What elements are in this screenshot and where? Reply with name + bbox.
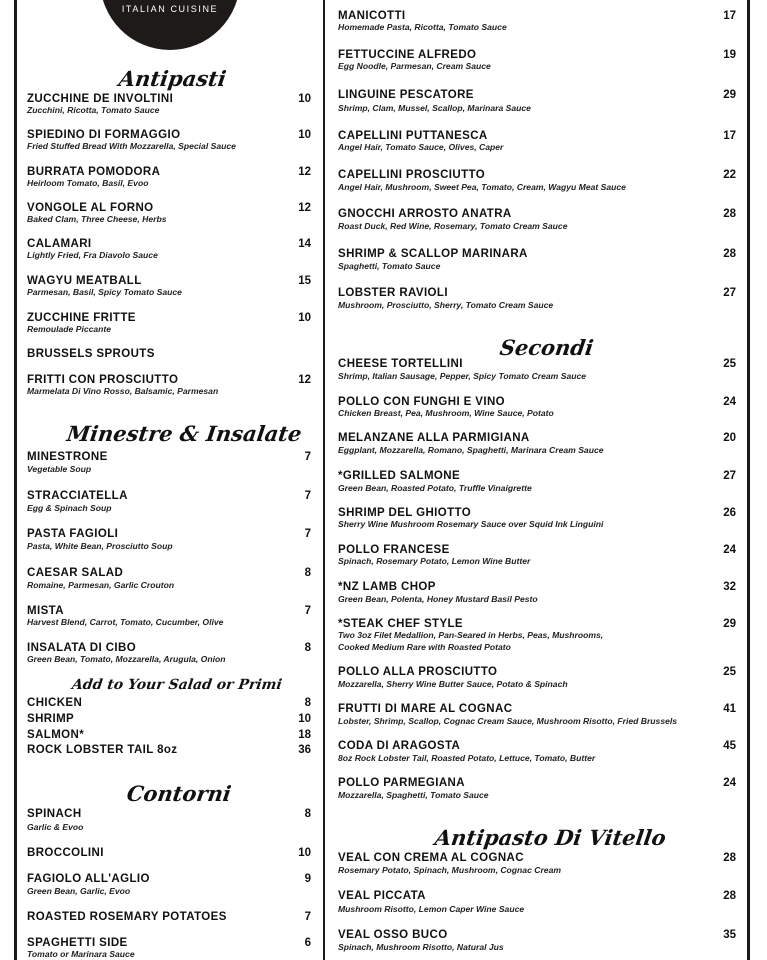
item-name: VEAL PICCATA — [338, 890, 426, 902]
item-name: FRITTI CON PROSCIUTTO — [27, 374, 179, 386]
item-price: 28 — [723, 890, 736, 902]
item-price: 10 — [298, 93, 311, 105]
item-name: SPAGHETTI SIDE — [27, 937, 128, 949]
item-description: Two 3oz Filet Medallion, Pan-Seared in Herbs, Peas, Mushrooms, — [338, 630, 604, 640]
item-price: 12 — [298, 166, 311, 178]
item-price: 14 — [298, 238, 311, 250]
item-description: Romaine, Parmesan, Garlic Crouton — [27, 580, 175, 590]
item-description: Zucchini, Ricotta, Tomato Sauce — [27, 105, 160, 115]
item-price: 15 — [298, 275, 311, 287]
item-description: Mozzarella, Spaghetti, Tomato Sauce — [338, 790, 489, 800]
item-description: Rosemary Potato, Spinach, Mushroom, Cognac Cream — [338, 865, 562, 875]
item-name: CAPELLINI PROSCIUTTO — [338, 169, 486, 181]
item-name: VEAL CON CREMA AL COGNAC — [338, 852, 524, 864]
item-description: Marmelata Di Vino Rosso, Balsamic, Parmesan — [27, 386, 219, 396]
item-name: *NZ LAMB CHOP — [338, 581, 436, 593]
item-price: 28 — [723, 852, 736, 864]
item-name: BURRATA POMODORA — [27, 166, 161, 178]
item-price: 28 — [723, 248, 736, 260]
item-price: 7 — [304, 490, 311, 502]
item-price: 8 — [304, 642, 311, 654]
frame-left-border — [14, 0, 17, 960]
item-name: VONGOLE AL FORNO — [27, 202, 154, 214]
item-name: LINGUINE PESCATORE — [338, 89, 474, 101]
item-name: ROASTED ROSEMARY POTATOES — [27, 911, 227, 923]
item-price: 17 — [723, 10, 736, 22]
item-price: 19 — [723, 49, 736, 61]
item-name: CAESAR SALAD — [27, 567, 124, 579]
item-description: 8oz Rock Lobster Tail, Roasted Potato, Lettuce, Tomato, Butter — [338, 753, 596, 763]
item-price: 32 — [723, 581, 736, 593]
item-price: 27 — [723, 287, 736, 299]
item-price: 7 — [304, 911, 311, 923]
item-description: Remoulade Piccante — [27, 324, 112, 334]
item-price: 41 — [723, 703, 736, 715]
item-name: POLLO ALLA PROSCIUTTO — [338, 666, 498, 678]
item-price: 24 — [723, 544, 736, 556]
item-description: Mozzarella, Sherry Wine Butter Sauce, Potato & Spinach — [338, 679, 568, 689]
item-price: 10 — [298, 129, 311, 141]
item-name: ZUCCHINE FRITTE — [27, 312, 136, 324]
item-price: 24 — [723, 396, 736, 408]
item-description: Harvest Blend, Carrot, Tomato, Cucumber, Olive — [27, 617, 224, 627]
item-price: 9 — [304, 873, 311, 885]
item-description: Spinach, Mushroom Risotto, Natural Jus — [338, 942, 504, 952]
item-price: 8 — [304, 697, 311, 709]
item-price: 17 — [723, 130, 736, 142]
item-name: SHRIMP DEL GHIOTTO — [338, 507, 472, 519]
item-name: BRUSSELS SPROUTS — [27, 348, 155, 360]
item-price: 12 — [298, 374, 311, 386]
item-name: ZUCCHINE DE INVOLTINI — [27, 93, 174, 105]
item-price: 35 — [723, 929, 736, 941]
item-description: Egg Noodle, Parmesan, Cream Sauce — [338, 61, 491, 71]
item-price: 8 — [304, 808, 311, 820]
item-price: 25 — [723, 666, 736, 678]
item-name: GNOCCHI ARROSTO ANATRA — [338, 208, 512, 220]
item-name: CHEESE TORTELLINI — [338, 358, 463, 370]
item-name: SHRIMP & SCALLOP MARINARA — [338, 248, 528, 260]
item-description: Roast Duck, Red Wine, Rosemary, Tomato Cream Sauce — [338, 221, 568, 231]
item-price: 29 — [723, 618, 736, 630]
item-price: 10 — [298, 847, 311, 859]
item-description: Homemade Pasta, Ricotta, Tomato Sauce — [338, 22, 507, 32]
item-name: PASTA FAGIOLI — [27, 528, 119, 540]
item-price: 8 — [304, 567, 311, 579]
item-name: POLLO CON FUNGHI E VINO — [338, 396, 506, 408]
item-name: MELANZANE ALLA PARMIGIANA — [338, 432, 530, 444]
item-price: 25 — [723, 358, 736, 370]
secondi-heading: Secondi — [498, 335, 596, 360]
vitello-heading: Antipasto Di Vitello — [433, 825, 668, 850]
item-name: STRACCIATELLA — [27, 490, 128, 502]
frame-right-border — [747, 0, 750, 960]
item-name: SPINACH — [27, 808, 82, 820]
item-price: 7 — [304, 451, 311, 463]
item-price: 26 — [723, 507, 736, 519]
item-description: Green Bean, Garlic, Evoo — [27, 886, 131, 896]
item-name: *GRILLED SALMONE — [338, 470, 461, 482]
item-description: Mushroom, Prosciutto, Sherry, Tomato Cream Sauce — [338, 300, 554, 310]
item-name: MINESTRONE — [27, 451, 108, 463]
item-name: BROCCOLINI — [27, 847, 104, 859]
item-description-line2: Cooked Medium Rare with Roasted Potato — [338, 642, 511, 652]
column-divider — [323, 0, 325, 960]
item-name: CALAMARI — [27, 238, 92, 250]
item-name: FAGIOLO ALL'AGLIO — [27, 873, 150, 885]
item-price: 20 — [723, 432, 736, 444]
item-description: Shrimp, Italian Sausage, Pepper, Spicy Tomato Cream Sauce — [338, 371, 587, 381]
item-price: 10 — [298, 312, 311, 324]
item-description: Shrimp, Clam, Mussel, Scallop, Marinara Sauce — [338, 103, 531, 113]
item-description: Tomato or Marinara Sauce — [27, 949, 135, 959]
item-price: 12 — [298, 202, 311, 214]
item-name: CODA DI ARAGOSTA — [338, 740, 461, 752]
item-description: Lightly Fried, Fra Diavolo Sauce — [27, 250, 158, 260]
item-description: Baked Clam, Three Cheese, Herbs — [27, 214, 167, 224]
item-name: POLLO FRANCESE — [338, 544, 450, 556]
item-price: 27 — [723, 470, 736, 482]
item-name: SPIEDINO DI FORMAGGIO — [27, 129, 181, 141]
item-price: 24 — [723, 777, 736, 789]
item-name: CHICKEN — [27, 697, 83, 709]
item-price: 7 — [304, 528, 311, 540]
item-name: SALMON* — [27, 729, 85, 741]
item-description: Mushroom Risotto, Lemon Caper Wine Sauce — [338, 904, 525, 914]
item-description: Fried Stuffed Bread With Mozzarella, Special Sauce — [27, 141, 236, 151]
item-description: Green Bean, Tomato, Mozzarella, Arugula, Onion — [27, 654, 226, 664]
addons-heading: Add to Your Salad or Primi — [70, 677, 283, 693]
item-price: 45 — [723, 740, 736, 752]
item-description: Eggplant, Mozzarella, Romano, Spaghetti, Marinara Cream Sauce — [338, 445, 604, 455]
item-name: MANICOTTI — [338, 10, 406, 22]
item-price: 18 — [298, 729, 311, 741]
item-description: Green Bean, Roasted Potato, Truffle Vinaigrette — [338, 483, 532, 493]
item-name: FETTUCCINE ALFREDO — [338, 49, 477, 61]
item-name: FRUTTI DI MARE AL COGNAC — [338, 703, 513, 715]
item-description: Garlic & Evoo — [27, 822, 84, 832]
item-name: MISTA — [27, 605, 64, 617]
item-name: SHRIMP — [27, 713, 75, 725]
antipasti-heading: Antipasti — [117, 66, 228, 91]
item-description: Lobster, Shrimp, Scallop, Cognac Cream Sauce, Mushroom Risotto, Fried Brussels — [338, 716, 678, 726]
item-description: Vegetable Soup — [27, 464, 92, 474]
item-name: WAGYU MEATBALL — [27, 275, 142, 287]
item-price: 6 — [304, 937, 311, 949]
restaurant-logo — [100, 0, 240, 50]
item-name: CAPELLINI PUTTANESCA — [338, 130, 488, 142]
minestre-heading: Minestre & Insalate — [65, 421, 304, 446]
contorni-heading: Contorni — [125, 781, 233, 806]
item-description: Egg & Spinach Soup — [27, 503, 112, 513]
item-name: INSALATA DI CIBO — [27, 642, 137, 654]
logo-subtitle: ITALIAN CUISINE — [121, 4, 219, 14]
item-price: 36 — [298, 744, 311, 756]
item-name: ROCK LOBSTER TAIL 8oz — [27, 744, 178, 756]
item-name: VEAL OSSO BUCO — [338, 929, 448, 941]
item-name: LOBSTER RAVIOLI — [338, 287, 448, 299]
item-price: 22 — [723, 169, 736, 181]
item-description: Heirloom Tomato, Basil, Evoo — [27, 178, 149, 188]
item-name: POLLO PARMEGIANA — [338, 777, 465, 789]
item-price: 29 — [723, 89, 736, 101]
item-price: 28 — [723, 208, 736, 220]
item-description: Chicken Breast, Pea, Mushroom, Wine Sauce, Potato — [338, 408, 554, 418]
item-description: Angel Hair, Mushroom, Sweet Pea, Tomato, Cream, Wagyu Meat Sauce — [338, 182, 626, 192]
item-description: Sherry Wine Mushroom Rosemary Sauce over Squid Ink Linguini — [338, 519, 604, 529]
item-name: *STEAK CHEF STYLE — [338, 618, 464, 630]
item-description: Spinach, Rosemary Potato, Lemon Wine Butter — [338, 556, 531, 566]
item-description: Spaghetti, Tomato Sauce — [338, 261, 441, 271]
item-description: Green Bean, Polenta, Honey Mustard Basil Pesto — [338, 594, 538, 604]
item-description: Pasta, White Bean, Prosciutto Soup — [27, 541, 173, 551]
item-description: Angel Hair, Tomato Sauce, Olives, Caper — [338, 142, 504, 152]
item-description: Parmesan, Basil, Spicy Tomato Sauce — [27, 287, 182, 297]
item-price: 10 — [298, 713, 311, 725]
item-price: 7 — [304, 605, 311, 617]
